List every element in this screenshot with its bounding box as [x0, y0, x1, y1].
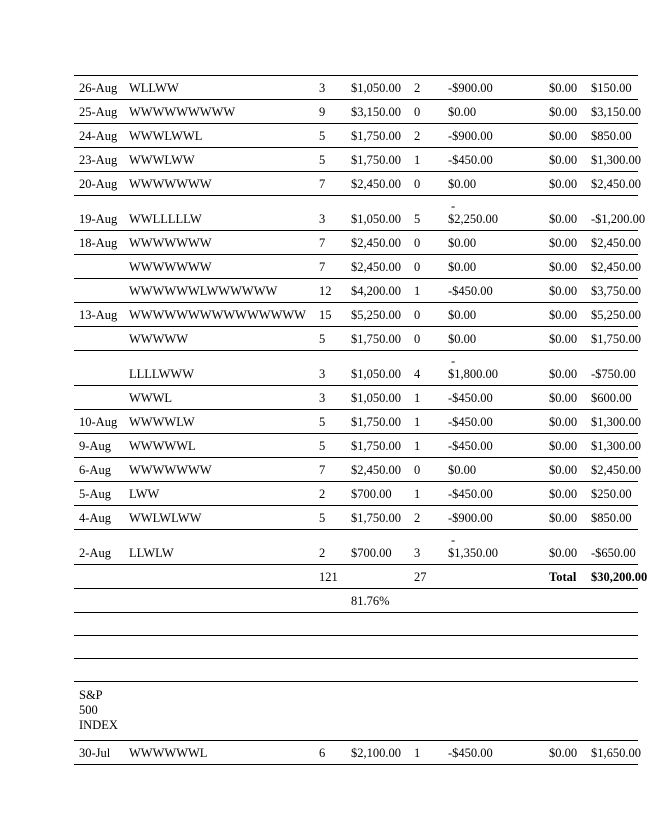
loss-amount-cell: -$450.00	[448, 284, 493, 298]
net-cell: $850.00	[591, 129, 632, 143]
totals-row	[74, 564, 647, 588]
win-amount-cell: $1,050.00	[351, 391, 401, 405]
losses-cell: 3	[414, 546, 421, 560]
win-amount-cell: $2,450.00	[351, 463, 401, 477]
wins-cell: 5	[319, 129, 326, 143]
wins-cell: 7	[319, 177, 326, 191]
total-losses: 27	[414, 570, 427, 584]
table-row	[74, 171, 641, 195]
fee-cell: $0.00	[549, 511, 578, 525]
sequence-cell: WWWWWWW	[129, 236, 212, 250]
net-cell: $5,250.00	[591, 308, 641, 322]
win-amount-cell: $1,750.00	[351, 439, 401, 453]
date-cell: 9-Aug	[79, 439, 111, 453]
fee-cell: $0.00	[549, 236, 578, 250]
date-cell: 20-Aug	[79, 177, 118, 191]
losses-cell: 1	[414, 284, 421, 298]
table-row	[74, 457, 641, 481]
fee-cell: $0.00	[549, 332, 578, 346]
net-cell: $1,650.00	[591, 746, 641, 760]
sequence-cell: WWWWWWWWWWWWWWW	[129, 308, 306, 322]
wins-cell: 3	[319, 367, 326, 381]
fee-cell: $0.00	[549, 177, 578, 191]
sequence-cell: WWWWWWW	[129, 260, 212, 274]
win-percent: 81.76%	[351, 594, 390, 608]
loss-amount-cell: $1,350.00	[448, 546, 498, 560]
net-cell: $1,300.00	[591, 153, 641, 167]
wins-cell: 3	[319, 81, 326, 95]
wins-cell: 7	[319, 463, 326, 477]
losses-cell: 4	[414, 367, 421, 381]
sequence-cell: WWLWLWW	[129, 511, 202, 525]
fee-cell: $0.00	[549, 153, 578, 167]
wins-cell: 5	[319, 439, 326, 453]
loss-amount-cell: $1,800.00	[448, 367, 498, 381]
loss-amount-cell: -$450.00	[448, 487, 493, 501]
win-amount-cell: $5,250.00	[351, 308, 401, 322]
fee-cell: $0.00	[549, 212, 578, 226]
win-amount-cell: $1,750.00	[351, 332, 401, 346]
net-cell: $2,450.00	[591, 260, 641, 274]
win-amount-cell: $700.00	[351, 487, 392, 501]
fee-cell: $0.00	[549, 391, 578, 405]
wins-cell: 3	[319, 391, 326, 405]
win-amount-cell: $3,150.00	[351, 105, 401, 119]
date-cell: 19-Aug	[79, 212, 118, 226]
wins-cell: 5	[319, 153, 326, 167]
table-row	[74, 505, 638, 529]
date-cell: 25-Aug	[79, 105, 118, 119]
date-cell: 23-Aug	[79, 153, 118, 167]
wins-cell: 12	[319, 284, 332, 298]
sequence-cell: WWWWW	[129, 332, 188, 346]
net-cell: $3,150.00	[591, 105, 641, 119]
win-amount-cell: $2,450.00	[351, 236, 401, 250]
table-row	[74, 254, 641, 278]
fee-cell: $0.00	[549, 81, 578, 95]
date-cell: 4-Aug	[79, 511, 111, 525]
sequence-cell: WWWLWW	[129, 153, 195, 167]
losses-cell: 2	[414, 511, 421, 525]
loss-sign: -	[451, 199, 456, 213]
losses-cell: 1	[414, 487, 421, 501]
net-cell: $2,450.00	[591, 177, 641, 191]
losses-cell: 1	[414, 153, 421, 167]
sequence-cell: WWWWWWWWW	[129, 105, 236, 119]
net-cell: $850.00	[591, 511, 632, 525]
losses-cell: 1	[414, 746, 421, 760]
wins-cell: 9	[319, 105, 326, 119]
loss-amount-cell: -$900.00	[448, 81, 493, 95]
date-cell: 2-Aug	[79, 546, 111, 560]
loss-amount-cell: $0.00	[448, 332, 477, 346]
table-row	[74, 409, 641, 433]
sequence-cell: WWWWLW	[129, 415, 195, 429]
sequence-cell: LWW	[129, 487, 160, 501]
losses-cell: 1	[414, 415, 421, 429]
table-row	[74, 350, 638, 385]
win-amount-cell: $2,450.00	[351, 260, 401, 274]
net-cell: $1,750.00	[591, 332, 641, 346]
net-cell: $1,300.00	[591, 415, 641, 429]
date-cell: 24-Aug	[79, 129, 118, 143]
wins-cell: 6	[319, 746, 326, 760]
fee-cell: $0.00	[549, 105, 578, 119]
win-amount-cell: $1,050.00	[351, 367, 401, 381]
table-row	[74, 481, 638, 505]
table-row	[74, 195, 646, 230]
sequence-cell: WWWWWL	[129, 439, 196, 453]
win-amount-cell: $2,100.00	[351, 746, 401, 760]
loss-amount-cell: $0.00	[448, 260, 477, 274]
sequence-cell: WWWWWWLWWWWWW	[129, 284, 278, 298]
loss-amount-cell: $0.00	[448, 308, 477, 322]
fee-cell: $0.00	[549, 129, 578, 143]
net-cell: -$650.00	[591, 546, 636, 560]
sequence-cell: WWWWWWL	[129, 746, 208, 760]
table-row	[74, 123, 638, 147]
losses-cell: 1	[414, 391, 421, 405]
loss-amount-cell: -$450.00	[448, 153, 493, 167]
fee-cell: $0.00	[549, 463, 578, 477]
date-cell: 6-Aug	[79, 463, 111, 477]
date-cell: 18-Aug	[79, 236, 118, 250]
win-amount-cell: $1,050.00	[351, 212, 401, 226]
losses-cell: 0	[414, 332, 421, 346]
win-amount-cell: $700.00	[351, 546, 392, 560]
net-cell: $3,750.00	[591, 284, 641, 298]
table-row	[74, 278, 641, 302]
fee-cell: $0.00	[549, 746, 578, 760]
fee-cell: $0.00	[549, 546, 578, 560]
wins-cell: 5	[319, 511, 326, 525]
wins-cell: 2	[319, 487, 326, 501]
net-cell: $2,450.00	[591, 463, 641, 477]
win-amount-cell: $1,750.00	[351, 511, 401, 525]
loss-sign: -	[451, 533, 456, 547]
loss-amount-cell: -$450.00	[448, 746, 493, 760]
win-amount-cell: $2,450.00	[351, 177, 401, 191]
net-cell: -$750.00	[591, 367, 636, 381]
table-row	[74, 433, 641, 457]
net-cell: $600.00	[591, 391, 632, 405]
net-cell: -$1,200.00	[591, 212, 646, 226]
losses-cell: 0	[414, 105, 421, 119]
fee-cell: $0.00	[549, 487, 578, 501]
sequence-cell: LLLLWWW	[129, 367, 195, 381]
wins-cell: 7	[319, 260, 326, 274]
net-cell: $2,450.00	[591, 236, 641, 250]
win-amount-cell: $1,050.00	[351, 81, 401, 95]
win-amount-cell: $1,750.00	[351, 415, 401, 429]
trades-table	[74, 75, 647, 765]
sequence-cell: WWWL	[129, 391, 173, 405]
losses-cell: 0	[414, 308, 421, 322]
losses-cell: 1	[414, 439, 421, 453]
total-net: $30,200.00	[591, 570, 647, 584]
loss-amount-cell: -$900.00	[448, 129, 493, 143]
loss-amount-cell: $0.00	[448, 177, 477, 191]
sequence-cell: WWWWWWW	[129, 463, 212, 477]
total-label: Total	[549, 570, 577, 584]
win-amount-cell: $4,200.00	[351, 284, 401, 298]
date-cell: 5-Aug	[79, 487, 111, 501]
table-row	[74, 740, 641, 765]
net-cell: $150.00	[591, 81, 632, 95]
table-row	[74, 75, 638, 99]
losses-cell: 0	[414, 260, 421, 274]
loss-amount-cell: -$450.00	[448, 415, 493, 429]
table-row	[74, 230, 641, 254]
losses-cell: 5	[414, 212, 421, 226]
date-cell: 26-Aug	[79, 81, 118, 95]
losses-cell: 2	[414, 129, 421, 143]
fee-cell: $0.00	[549, 308, 578, 322]
total-wins: 121	[319, 570, 338, 584]
loss-amount-cell: -$450.00	[448, 391, 493, 405]
fee-cell: $0.00	[549, 284, 578, 298]
loss-amount-cell: -$450.00	[448, 439, 493, 453]
losses-cell: 0	[414, 177, 421, 191]
wins-cell: 2	[319, 546, 326, 560]
loss-amount-cell: $2,250.00	[448, 212, 498, 226]
empty-row	[74, 635, 638, 658]
table-row	[74, 99, 641, 123]
date-cell: 30-Jul	[79, 746, 111, 760]
loss-sign: -	[451, 354, 456, 368]
fee-cell: $0.00	[549, 367, 578, 381]
loss-amount-cell: -$900.00	[448, 511, 493, 525]
loss-amount-cell: $0.00	[448, 463, 477, 477]
sequence-cell: WWWLWWL	[129, 129, 203, 143]
wins-cell: 15	[319, 308, 332, 322]
fee-cell: $0.00	[549, 260, 578, 274]
wins-cell: 5	[319, 332, 326, 346]
wins-cell: 3	[319, 212, 326, 226]
losses-cell: 0	[414, 236, 421, 250]
wins-cell: 5	[319, 415, 326, 429]
losses-cell: 0	[414, 463, 421, 477]
win-amount-cell: $1,750.00	[351, 153, 401, 167]
empty-row	[74, 612, 638, 635]
table-row	[74, 326, 641, 350]
fee-cell: $0.00	[549, 415, 578, 429]
percent-row	[74, 588, 638, 612]
fee-cell: $0.00	[549, 439, 578, 453]
wins-cell: 7	[319, 236, 326, 250]
table-row	[74, 302, 641, 326]
loss-amount-cell: $0.00	[448, 105, 477, 119]
sequence-cell: WWLLLLLW	[129, 212, 202, 226]
sequence-cell: LLWLW	[129, 546, 174, 560]
date-cell: 13-Aug	[79, 308, 118, 322]
losses-cell: 2	[414, 81, 421, 95]
date-cell: 10-Aug	[79, 415, 118, 429]
section-label: S&P 500 INDEX	[79, 688, 118, 732]
sequence-cell: WWWWWWW	[129, 177, 212, 191]
section-header-row	[74, 681, 638, 740]
net-cell: $250.00	[591, 487, 632, 501]
loss-amount-cell: $0.00	[448, 236, 477, 250]
empty-row	[74, 658, 638, 681]
table-row	[74, 529, 638, 564]
win-amount-cell: $1,750.00	[351, 129, 401, 143]
table-row	[74, 147, 641, 171]
table-row	[74, 385, 638, 409]
net-cell: $1,300.00	[591, 439, 641, 453]
sequence-cell: WLLWW	[129, 81, 179, 95]
